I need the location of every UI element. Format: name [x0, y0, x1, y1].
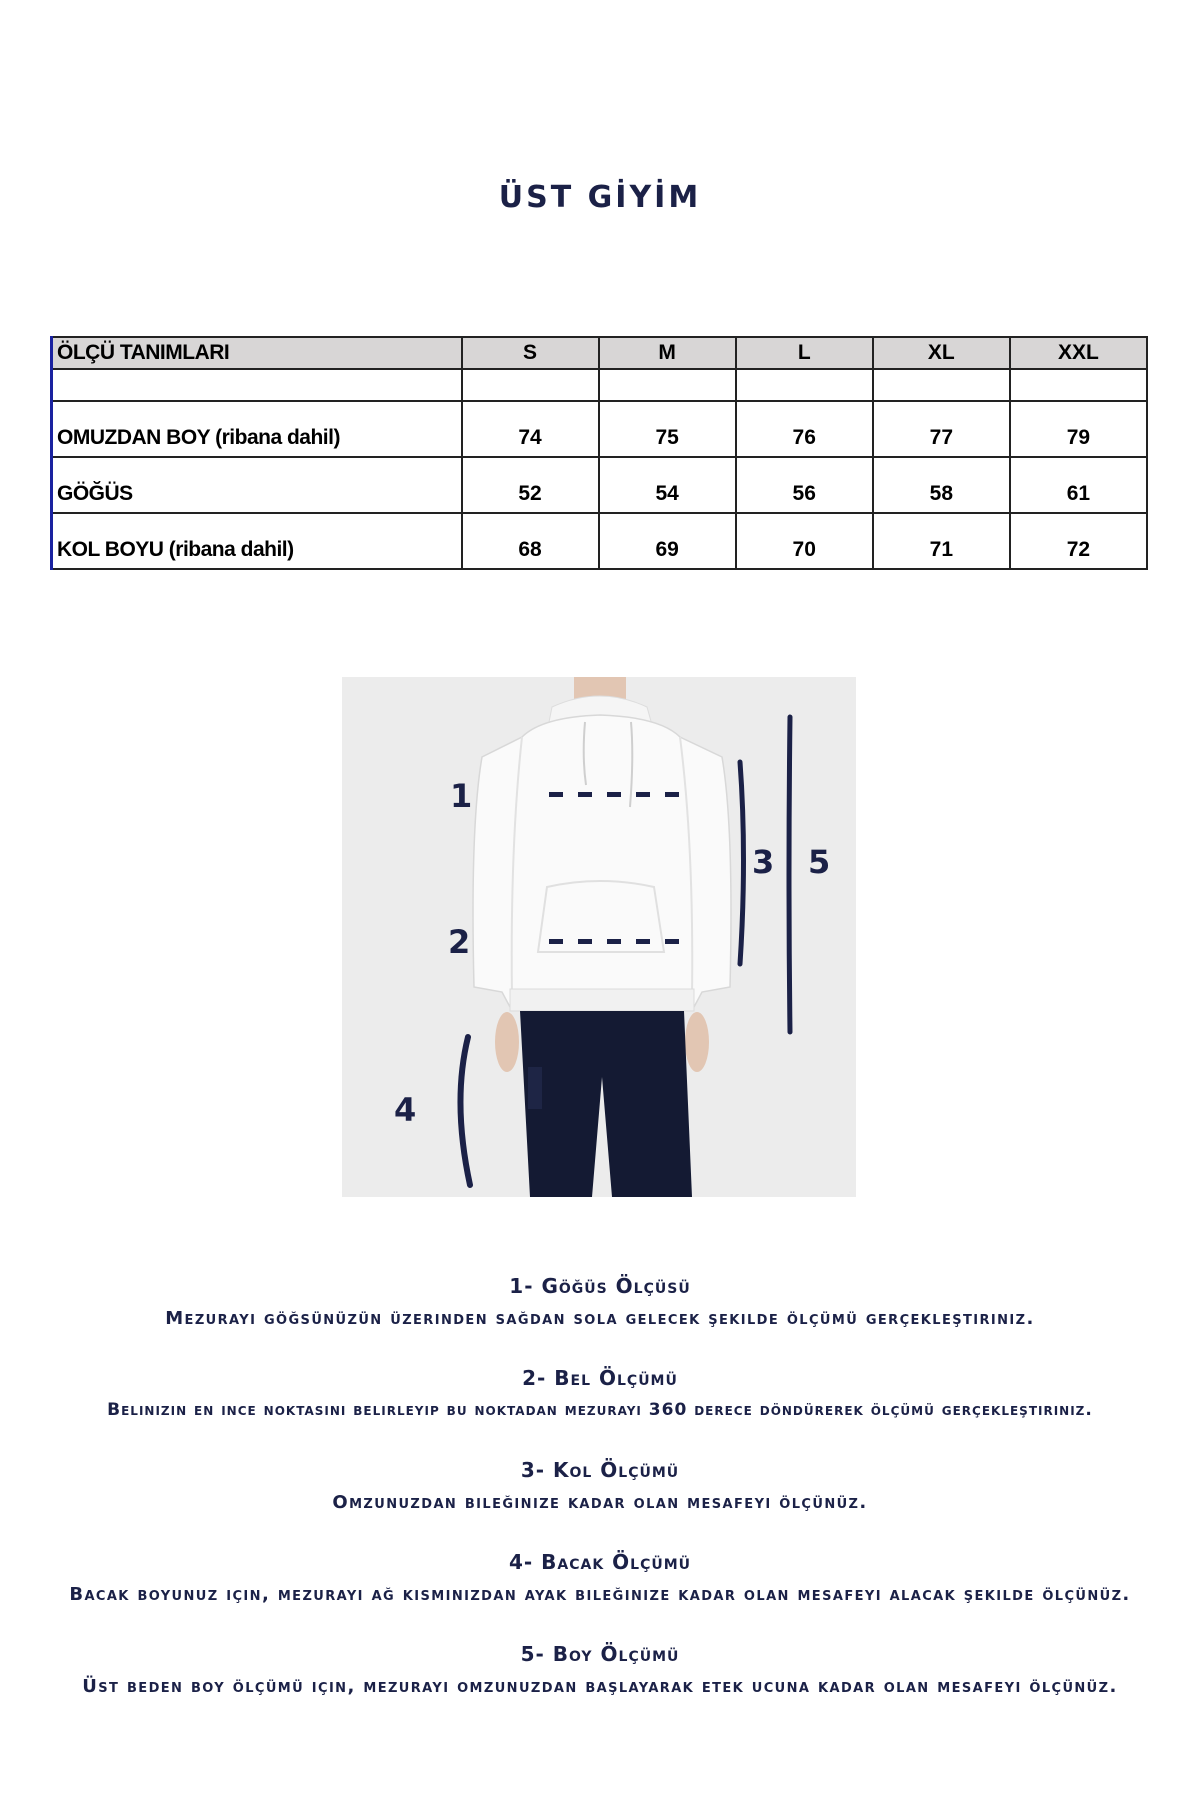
page-title: ÜST GİYİM [498, 180, 702, 215]
measurement-heading: 3- Kol Ölçümü [520, 1458, 680, 1482]
header-cell-xl: XL [873, 337, 1010, 369]
measurement-figure [342, 677, 856, 1197]
table-cell: 58 [873, 457, 1010, 513]
table-row [52, 457, 1148, 513]
measurement-heading: 1- Göğüs Ölçüsü [509, 1274, 691, 1298]
measurement-heading: 4- Bacak Ölçümü [508, 1550, 692, 1574]
table-cell: 69 [599, 513, 736, 569]
measurement-heading: 2- Bel Ölçümü [522, 1366, 678, 1390]
measurement-heading: 5- Boy Ölçümü [520, 1642, 680, 1666]
marker-label: 3 [752, 843, 775, 881]
table-cell: 77 [873, 401, 1010, 457]
marker-label: 5 [808, 843, 831, 881]
header-cell-label: ÖLÇÜ TANIMLARI [52, 337, 462, 369]
table-spacer-row [52, 369, 1148, 401]
table-row [52, 513, 1148, 569]
measurement-text: Omzunuzdan bileğinize kadar olan mesafeyi ölçünüz. [332, 1492, 868, 1513]
table-cell: 79 [1010, 401, 1147, 457]
header-cell-s: S [462, 337, 599, 369]
marker-label: 1 [450, 777, 473, 815]
measurement-text: Belinizin en ince noktasını belirleyip bu noktadan mezurayı 360 derece döndürerek ölçümü gerçekleştiriniz. [107, 1400, 1093, 1420]
measurement-text: Bacak boyunuz için, mezurayı ağ kısmınızdan ayak bileğinize kadar olan mesafeyi alacak şekilde ölçünüz. [69, 1584, 1131, 1605]
marker-label: 2 [448, 923, 471, 961]
measurement-item [0, 1458, 1200, 1513]
table-cell: 54 [599, 457, 736, 513]
table-cell: 61 [1010, 457, 1147, 513]
measurement-item [0, 1366, 1200, 1420]
marker-label: 4 [394, 1091, 417, 1129]
table-header-row [52, 337, 1148, 369]
table-cell: 68 [462, 513, 599, 569]
table-cell: 71 [873, 513, 1010, 569]
measurement-item [0, 1642, 1200, 1697]
row-label: GÖĞÜS [52, 457, 462, 513]
row-label: KOL BOYU (ribana dahil) [52, 513, 462, 569]
measurement-item [0, 1550, 1200, 1605]
table-cell: 70 [736, 513, 873, 569]
table-cell: 74 [462, 401, 599, 457]
table-cell: 56 [736, 457, 873, 513]
table-cell: 52 [462, 457, 599, 513]
header-cell-xxl: XXL [1010, 337, 1147, 369]
table-row [52, 401, 1148, 457]
size-chart-table [50, 336, 1148, 570]
table-cell: 76 [736, 401, 873, 457]
measurement-text: Mezurayı göğsünüzün üzerinden sağdan sola gelecek şekilde ölçümü gerçekleştiriniz. [165, 1308, 1035, 1329]
table-cell: 75 [599, 401, 736, 457]
header-cell-m: M [599, 337, 736, 369]
measurement-item [0, 1274, 1200, 1329]
row-label: OMUZDAN BOY (ribana dahil) [52, 401, 462, 457]
table-cell: 72 [1010, 513, 1147, 569]
measurement-text: Üst beden boy ölçümü için, mezurayı omzunuzdan başlayarak etek ucuna kadar olan mesafeyi ölçünüz. [82, 1676, 1118, 1697]
header-cell-l: L [736, 337, 873, 369]
